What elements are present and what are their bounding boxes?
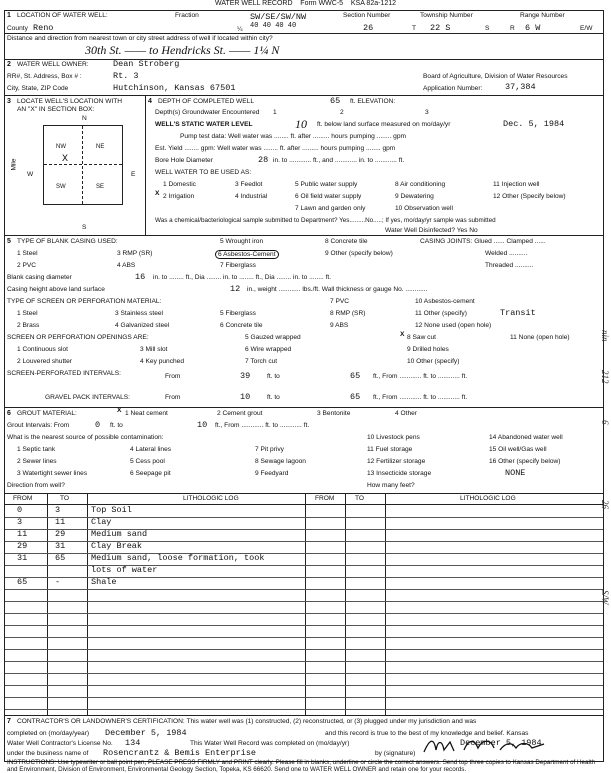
township-label: Township Number [420, 12, 473, 19]
casing-diameter-value: 16 [135, 272, 146, 282]
static-level-rest: ft. below land surface measured on mo/day/yr [317, 121, 451, 128]
log-to-header: TO [60, 495, 70, 502]
business-label: under the business name of [7, 750, 89, 757]
instructions: INSTRUCTIONS: Use typewriter or ball point pen, PLEASE PRESS FIRMLY and PRINT clearly. Please fill in blanks, underline or circle the correct answers. Send top three copies to Kansas Department of Health and Environment, Division of Environment, Environmental Geology Section, Topeka, KS 66620. Send one to WATER WELL OWNER and retain one for your records. [7, 759, 596, 773]
log-from: 29 [17, 541, 28, 551]
fraction-value: SW/SE/SW/NW [250, 12, 307, 22]
distance-label: Distance and direction from nearest town or city street address of well if located within city? [7, 35, 273, 42]
gravel-to: 65 [350, 392, 361, 402]
grout-other: 4 Other [395, 410, 417, 417]
screen-steel: 1 Steel [17, 310, 38, 317]
section-7-number: 7 [7, 718, 11, 725]
casing-concrete: 8 Concrete tile [325, 238, 368, 245]
src-feedyard: 9 Feedyard [255, 470, 289, 477]
log-desc: Clay Break [91, 541, 143, 551]
screen-galvanized: 4 Galvanized steel [115, 322, 170, 329]
log-from-header: FROM [13, 495, 33, 502]
howmany-label: How many feet? [367, 482, 415, 489]
elevation-label: ft. ELEVATION: [350, 98, 396, 105]
use-label: WELL WATER TO BE USED AS: [155, 169, 252, 176]
use-air: 8 Air conditioning [395, 181, 446, 188]
src-seepage: 6 Seepage pit [130, 470, 171, 477]
well-location-mark: X [62, 154, 69, 165]
spi-label: SCREEN-PERFORATED INTERVALS: [7, 370, 121, 377]
groundwater-1: 1 [273, 109, 277, 116]
log-desc: Clay [91, 517, 112, 527]
casing-asbestos: 6 Asbestos-Cement [215, 250, 279, 259]
screen-pvc: 7 PVC [330, 298, 350, 305]
src-abandoned: 14 Abandoned water well [489, 434, 563, 441]
src-other: 16 Other (specify below) [489, 458, 561, 465]
grout-rest: ft., From ............ ft. to ............ ft. [215, 422, 310, 429]
section-location-grid [43, 125, 123, 205]
screen-other: 11 Other (specify) [415, 310, 467, 317]
screen-rmp: 8 RMP (SR) [330, 310, 366, 317]
fraction-label: Fraction [175, 12, 199, 19]
owner-value: Dean Stroberg [113, 59, 180, 69]
gravel-rest: ft., From ............ ft. to ............ ft. [373, 394, 468, 401]
irrigation-mark: X [155, 190, 160, 197]
casing-wrought: 5 Wrought iron [220, 238, 264, 245]
record-completed-date: December 5, 1984 [460, 738, 542, 748]
screen-concrete: 6 Concrete tile [220, 322, 263, 329]
township-value: 22 S [430, 23, 451, 33]
compass-n: N [82, 115, 87, 122]
use-other: 12 Other (Specify below) [493, 193, 566, 200]
county-label: County [7, 25, 28, 32]
spi-to-label: ft. to [267, 373, 280, 380]
screen-label: TYPE OF SCREEN OR PERFORATION MATERIAL: [7, 298, 162, 305]
src-septic: 1 Septic tank [17, 446, 56, 453]
table-row [5, 697, 603, 710]
log-to: - [55, 577, 61, 587]
log-desc: Shale [91, 577, 117, 587]
address-value: Rt. 3 [113, 71, 139, 81]
casing-threaded: Threaded .......... [485, 262, 534, 269]
form-number: Form WWC-5 [300, 0, 344, 7]
open-wire: 6 Wire wrapped [245, 346, 292, 353]
casing-abs: 4 ABS [117, 262, 136, 269]
casing-height-value: 12 [230, 284, 241, 294]
log-litho-header-2: LITHOLOGIC LOG [460, 495, 516, 502]
section-number-label: Section Number [343, 12, 391, 19]
log-to: 3 [55, 505, 61, 515]
owner-label: WATER WELL OWNER: [17, 61, 89, 68]
grout-to: 10 [197, 420, 208, 430]
quadrant-se: SE [96, 184, 105, 190]
casing-steel: 1 Steel [17, 250, 38, 257]
log-desc: lots of water [91, 565, 158, 575]
src-lateral: 4 Lateral lines [130, 446, 172, 453]
board-text: Board of Agriculture, Division of Water Resources [423, 73, 568, 80]
src-lagoon: 8 Sewage lagoon [255, 458, 306, 465]
quadrant-ne: NE [96, 144, 105, 150]
application-label: Application Number: [423, 85, 483, 92]
license-label: Water Well Contractor's License No. [7, 740, 113, 747]
quadrant-sw: SW [56, 184, 66, 190]
compass-e: E [131, 171, 136, 178]
use-domestic: 1 Domestic [163, 181, 196, 188]
casing-height-label: Casing height above land surface [7, 286, 105, 293]
openings-label: SCREEN OR PERFORATION OPENINGS ARE: [7, 334, 149, 341]
gravel-from-label: From [165, 394, 181, 401]
log-desc: Medium sand, loose formation, took [91, 553, 265, 563]
screen-stainless: 3 Stainless steel [115, 310, 164, 317]
log-to: 65 [55, 553, 66, 563]
groundwater-2: 2 [340, 109, 344, 116]
range-value: 6 W [525, 23, 541, 33]
static-level-value: 10 [295, 117, 307, 131]
gravel-label: GRAVEL PACK INTERVALS: [45, 394, 131, 401]
log-from: 11 [17, 529, 28, 539]
address-label: RR#, St. Address, Box # : [7, 73, 82, 80]
fraction-numbers: 40 40 40 40 [250, 22, 297, 30]
county-value: Reno [33, 23, 54, 33]
open-gauzed: 5 Gauzed wrapped [245, 334, 301, 341]
margin-note: S/W [600, 590, 610, 605]
groundwater-3: 3 [425, 109, 429, 116]
mile-label: Mile [10, 158, 18, 171]
township-s: S [485, 25, 490, 32]
cert-line-1: CONTRACTOR'S OR LANDOWNER'S CERTIFICATION: This water well was (1) constructed, (2) reconstructed, or (3) plugged under my jurisdiction and was [17, 718, 477, 725]
bore-rest: in. to ............ ft., and ............ in. to ............ ft. [273, 157, 405, 164]
use-public: 5 Public water supply [295, 181, 358, 188]
casing-joints: CASING JOINTS: Glued ...... Clamped ...... [420, 238, 546, 245]
use-injection: 11 Injection well [493, 181, 540, 188]
spi-rest: ft., From ............ ft. to ............ ft. [373, 373, 468, 380]
neat-cement-mark: X [117, 407, 122, 414]
groundwater-label: Depth(s) Groundwater Encountered [155, 109, 260, 116]
est-yield: Est. Yield ........ gpm: Well water was ........ ft. after ......... hours pumping ........ gpm [155, 145, 396, 152]
log-desc: Medium sand [91, 529, 148, 539]
src-sewer: 2 Sewer lines [17, 458, 57, 465]
gravel-to-label: ft. to [267, 394, 280, 401]
pump-test: Pump test data: Well water was ........ ft. after ......... hours pumping ........ gpm [180, 133, 406, 140]
signature-label: by (signature) [375, 750, 416, 757]
distance-value: 30th St. —— to Hendricks St. —— 1¼ N [85, 43, 280, 57]
grout-cement-grout: 2 Cement grout [217, 410, 263, 417]
contamination-label: What is the nearest source of possible contamination: [7, 434, 164, 441]
log-to: 11 [55, 517, 66, 527]
src-livestock: 10 Livestock pens [367, 434, 420, 441]
grout-from: 0 [95, 420, 101, 430]
log-to: 31 [55, 541, 66, 551]
grout-neat-cement: 1 Neat cement [125, 410, 168, 417]
township-t: T [412, 25, 417, 32]
src-insecticide: 13 Insecticide storage [367, 470, 432, 477]
section-1-label: LOCATION OF WATER WELL: [17, 12, 108, 19]
city-value: Hutchinson, Kansas 67501 [113, 83, 236, 93]
log-to: 29 [55, 529, 66, 539]
screen-fiberglass: 5 Fiberglass [220, 310, 256, 317]
locate-label: LOCATE WELL'S LOCATION WITH [17, 98, 123, 105]
use-feedlot: 3 Feedlot [235, 181, 263, 188]
quarter-mark: ¼ [237, 26, 243, 33]
log-from-header-2: FROM [315, 495, 335, 502]
grout-to-label: ft. to [110, 422, 123, 429]
grout-intervals-label: Grout Intervals: From [7, 422, 70, 429]
static-level-label: WELL'S STATIC WATER LEVEL [155, 121, 253, 128]
use-oilfield: 6 Oil field water supply [295, 193, 362, 200]
disinfected: Water Well Disinfected? Yes No [385, 227, 478, 234]
record-title: WATER WELL RECORD [214, 0, 293, 7]
cert-completed-label: completed on (mo/day/year) [7, 730, 90, 737]
cert-completed-date: December 5, 1984 [105, 728, 187, 738]
direction-label: Direction from well? [7, 482, 65, 489]
range-r: R [510, 25, 515, 32]
bore-value: 28 [258, 155, 269, 165]
log-to-header-2: TO [355, 495, 365, 502]
range-label: Range Number [520, 12, 565, 19]
lithologic-log [5, 493, 603, 715]
application-value: 37,384 [505, 82, 536, 92]
src-fuel: 11 Fuel storage [367, 446, 413, 453]
screen-none: 12 None used (open hole) [415, 322, 492, 329]
casing-height-rest: in., weight ............ lbs./ft. Wall thickness or gauge No. ............ [247, 286, 428, 293]
grout-bentonite: 3 Bentonite [317, 410, 351, 417]
log-from: 31 [17, 553, 28, 563]
spi-from-label: From [165, 373, 181, 380]
compass-s: S [82, 224, 87, 231]
open-torch: 7 Torch cut [245, 358, 278, 365]
screen-other-value: Transit [500, 308, 536, 318]
margin-note: 26 [600, 500, 610, 509]
use-lawn: 7 Lawn and garden only [295, 205, 366, 212]
section-6-number: 6 [7, 410, 11, 417]
use-irrigation: 2 Irrigation [163, 193, 195, 200]
src-privy: 7 Pit privy [255, 446, 284, 453]
margin-note: nin [600, 330, 610, 342]
quadrant-nw: NW [56, 144, 66, 150]
bore-label: Bore Hole Diameter [155, 157, 213, 164]
casing-diameter-label: Blank casing diameter [7, 274, 72, 281]
form-header [0, 0, 611, 7]
open-none: 11 None (open hole) [510, 334, 570, 341]
record-completed-label: This Water Well Record was completed on (mo/day/yr) [190, 740, 350, 747]
log-litho-header: LITHOLOGIC LOG [183, 495, 239, 502]
license-value: 134 [125, 738, 141, 748]
use-dewatering: 9 Dewatering [395, 193, 434, 200]
locate-label-2: AN "X" IN SECTION BOX: [17, 106, 95, 113]
section-1-number: 1 [7, 12, 11, 19]
contamination-none: NONE [505, 468, 526, 478]
spi-from: 39 [240, 371, 251, 381]
city-label: City, State, ZIP Code [7, 85, 69, 92]
section-5-number: 5 [7, 238, 11, 245]
open-louvered: 2 Louvered shutter [17, 358, 72, 365]
open-continuous: 1 Continuous slot [17, 346, 68, 353]
signature [420, 736, 550, 756]
open-key: 4 Key punched [140, 358, 184, 365]
grout-label: GROUT MATERIAL: [17, 410, 77, 417]
ksa-number: KSA 82a-1212 [350, 0, 397, 7]
section-3-number: 3 [7, 98, 11, 105]
screen-abs: 9 ABS [330, 322, 349, 329]
open-other: 10 Other (specify) [407, 358, 460, 365]
depth-label: DEPTH OF COMPLETED WELL [158, 98, 254, 105]
static-level-date: Dec. 5, 1984 [503, 119, 565, 129]
open-mill: 3 Mill slot [140, 346, 168, 353]
chem-sample: Was a chemical/bacteriological sample submitted to Department? Yes.........No.....; If yes, mo/day/yr sample was submitted [155, 217, 496, 224]
casing-fiberglass: 7 Fiberglass [220, 262, 256, 269]
use-observation: 10 Observation well [395, 205, 453, 212]
casing-welded: Welded .......... [485, 250, 528, 257]
log-from: 65 [17, 577, 28, 587]
casing-rmp: 3 RMP (SR) [117, 250, 153, 257]
casing-pvc: 2 PVC [17, 262, 37, 269]
water-well-form [4, 10, 604, 773]
casing-other: 9 Other (specify below) [325, 250, 393, 257]
casing-diameter-rest: in. to ........ ft., Dia ........ in. to ........ ft., Dia ........ in. to ........ ft. [153, 274, 332, 281]
compass-w: W [27, 171, 34, 178]
business-value: Rosencrantz & Bemis Enterprise [103, 748, 257, 758]
depth-value: 65 [330, 96, 341, 106]
sawcut-mark: X [400, 331, 405, 338]
log-from: 0 [17, 505, 23, 515]
src-watertight: 3 Watertight sewer lines [17, 470, 88, 477]
section-4-number: 4 [148, 98, 152, 105]
src-oilgas: 15 Oil well/Gas well [489, 446, 547, 453]
margin-note: 212 [600, 370, 610, 384]
section-2-number: 2 [7, 61, 11, 68]
open-sawcut: 8 Saw cut [407, 334, 436, 341]
log-desc: Top Soil [91, 505, 132, 515]
range-ew: E/W [580, 25, 593, 32]
open-drilled: 9 Drilled holes [407, 346, 449, 353]
screen-brass: 2 Brass [17, 322, 40, 329]
cert-line-2-rest: and this record is true to the best of my knowledge and belief. Kansas [325, 730, 529, 737]
section-number-value: 26 [363, 23, 374, 33]
screen-asbestos: 10 Asbestos-cement [415, 298, 475, 305]
gravel-from: 10 [240, 392, 251, 402]
spi-to: 65 [350, 371, 361, 381]
margin-note: 6 [600, 420, 610, 425]
margin-notes [598, 330, 610, 740]
log-from: 3 [17, 517, 23, 527]
src-cesspool: 5 Cess pool [130, 458, 165, 465]
casing-label: TYPE OF BLANK CASING USED: [17, 238, 118, 245]
src-fertilizer: 12 Fertilizer storage [367, 458, 426, 465]
use-industrial: 4 Industrial [235, 193, 268, 200]
